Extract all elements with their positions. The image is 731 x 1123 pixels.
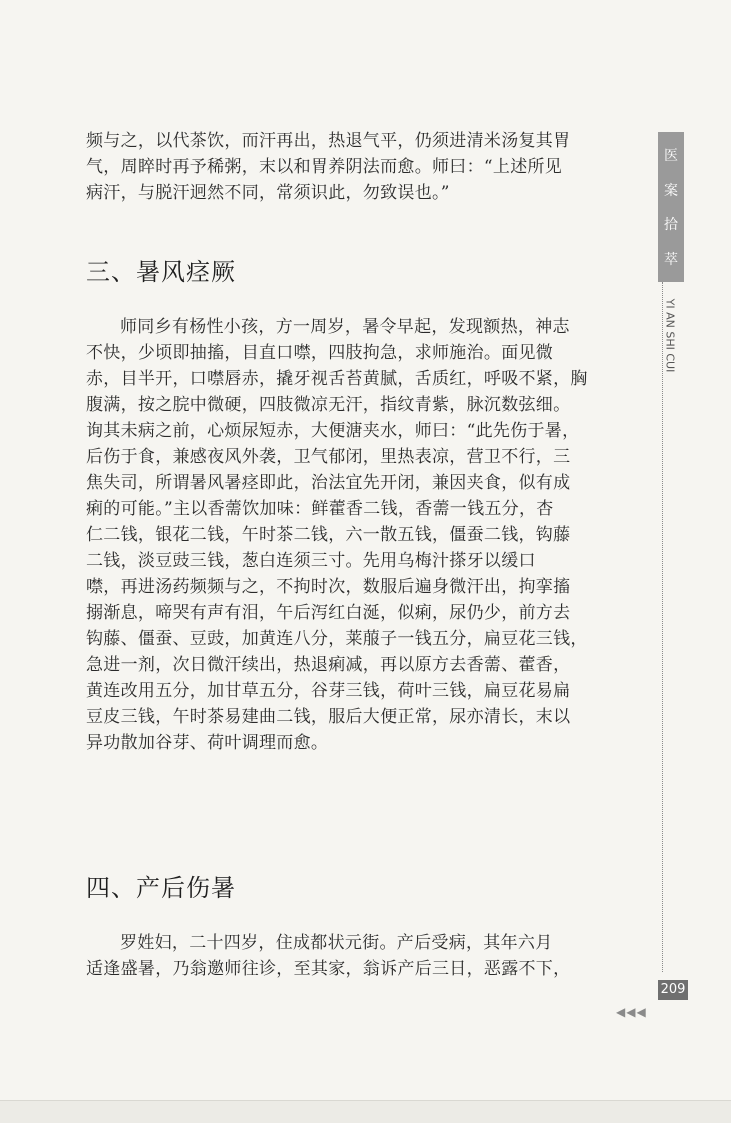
text-line: 搦渐息，啼哭有声有泪，午后泻红白涎，似痢，尿仍少，前方去 xyxy=(86,603,571,623)
section-heading-4: 四、产后伤暑 xyxy=(86,874,236,902)
opening-paragraph xyxy=(86,128,632,206)
tab-char: 案 xyxy=(664,182,678,199)
text-line: 急进一剂，次日微汗续出，热退痢减，再以原方去香薷、藿香， xyxy=(86,655,571,675)
text-line: 适逢盛暑，乃翁邀师往诊，至其家，翁诉产后三日，恶露不下， xyxy=(86,959,571,979)
tab-char: 萃 xyxy=(664,251,678,268)
text-line: 二钱，淡豆豉三钱，葱白连须三寸。先用乌梅汁搽牙以缓口 xyxy=(86,551,536,571)
text-line: 异功散加谷芽、荷叶调理而愈。 xyxy=(86,733,329,753)
text-line: 询其未病之前，心烦尿短赤，大便溏夹水，师曰：“此先伤于暑， xyxy=(86,421,580,441)
text-line: 腹满，按之脘中微硬，四肢微凉无汗，指纹青紫，脉沉数弦细。 xyxy=(86,395,571,415)
text-line: 仁二钱，银花二钱，午时茶二钱，六一散五钱，僵蚕二钱，钩藤 xyxy=(86,525,571,545)
text-line: 频与之，以代茶饮，而汗再出，热退气平，仍须进清米汤复其胃 xyxy=(86,131,571,151)
section-3-body xyxy=(86,314,632,756)
pinyin-text: YI AN SHI CUI xyxy=(663,298,677,372)
text-line: 焦失司，所谓暑风暑痉即此，治法宜先开闭，兼因夹食，似有成 xyxy=(86,473,571,493)
text-line: 病汗，与脱汗迥然不同，常须识此，勿致误也。” xyxy=(86,183,450,203)
text-line: 噤，再进汤药频频与之，不拘时次，数服后遍身微汗出，拘挛搐 xyxy=(86,577,571,597)
tab-char: 医 xyxy=(664,148,678,165)
text-line: 赤，目半开，口噤唇赤，撬牙视舌苔黄腻，舌质红，呼吸不紧，胸 xyxy=(86,369,588,389)
text-line: 黄连改用五分，加甘草五分，谷芽三钱，荷叶三钱，扁豆花易扁 xyxy=(86,681,571,701)
text-line: 气，周睟时再予稀粥，末以和胃养阴法而愈。师曰：“上述所见 xyxy=(86,157,563,177)
tab-char: 拾 xyxy=(664,217,678,234)
page-bottom-edge xyxy=(0,1100,731,1123)
text-line: 后伤于食，兼感夜风外袭，卫气郁闭，里热表凉，营卫不行，三 xyxy=(86,447,571,467)
text-line: 豆皮三钱，午时茶易建曲二钱，服后大便正常，尿亦清长，末以 xyxy=(86,707,571,727)
text-line: 痢的可能。”主以香薷饮加味：鲜藿香二钱，香薷一钱五分，杏 xyxy=(86,499,554,519)
section-heading-3: 三、暑风痉厥 xyxy=(86,258,236,286)
page-arrows-icon: ◀◀◀ xyxy=(616,1005,647,1019)
book-title-tab xyxy=(658,132,684,282)
page-number: 209 xyxy=(658,980,688,1000)
text-line: 不快，少顷即抽搐，目直口噤，四肢拘急，求师施治。面见微 xyxy=(86,343,554,363)
book-title-pinyin xyxy=(650,290,690,380)
text-line: 钩藤、僵蚕、豆豉，加黄连八分，莱菔子一钱五分，扁豆花三钱， xyxy=(86,629,588,649)
section-4-body xyxy=(86,930,632,982)
sidebar-dotted-rule xyxy=(662,282,663,972)
text-line: 师同乡有杨性小孩，方一周岁，暑令早起，发现额热，神志 xyxy=(120,317,570,337)
text-line: 罗姓妇，二十四岁，住成都状元街。产后受病，其年六月 xyxy=(120,933,553,953)
